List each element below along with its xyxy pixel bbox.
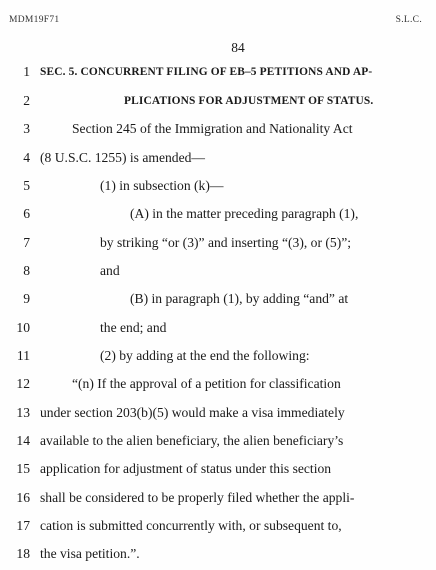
text-line-8 [0,261,436,281]
line-number: 8 [23,263,30,278]
text-line-16 [0,488,436,508]
line-number: 5 [23,178,30,193]
line-number: 1 [23,64,30,79]
document-id: MDM19F71 [9,15,60,25]
line-text: the end; and [100,320,167,335]
text-line-10 [0,318,436,338]
line-text: (2) by adding at the end the following: [100,348,310,363]
line-text: application for adjustment of status under this section [40,461,332,476]
line-number: 13 [16,405,30,420]
line-number: 11 [16,348,30,363]
section-heading-continued: PLICATIONS FOR ADJUSTMENT OF STATUS. [124,95,374,107]
line-number: 6 [23,206,30,221]
text-line-13 [0,403,436,423]
line-text: cation is submitted concurrently with, or subsequent to, [40,518,342,533]
line-number: 4 [23,150,30,165]
line-text: (1) in subsection (k)— [100,178,224,193]
line-text: “(n) If the approval of a petition for classification [72,376,341,391]
text-line-6 [0,204,436,224]
line-number: 17 [16,518,30,533]
text-line-2 [0,91,436,111]
line-number: 16 [16,490,30,505]
line-number: 7 [23,235,30,250]
slc-label: S.L.C. [395,15,422,25]
text-line-5 [0,176,436,196]
line-number: 3 [23,121,30,136]
text-line-3 [0,119,436,139]
line-text: the visa petition.”. [40,546,140,561]
text-line-15 [0,459,436,479]
line-text: (B) in paragraph (1), by adding “and” at [130,291,349,306]
section-heading: SEC. 5. CONCURRENT FILING OF EB–5 PETITIONS AND AP- [40,66,373,78]
text-line-9 [0,289,436,309]
line-text: shall be considered to be properly filed whether the appli- [40,490,355,505]
line-text: under section 203(b)(5) would make a visa immediately [40,405,345,420]
line-number: 2 [23,93,30,108]
line-text: by striking “or (3)” and inserting “(3), or (5)”; [100,235,352,250]
text-line-18 [0,544,436,564]
line-text: available to the alien beneficiary, the alien beneficiary’s [40,433,344,448]
line-number: 18 [16,546,30,561]
line-text: (8 U.S.C. 1255) is amended— [40,150,205,165]
line-number: 9 [23,291,30,306]
line-number: 10 [16,320,30,335]
line-number: 14 [16,433,30,448]
text-line-7 [0,233,436,253]
line-text: and [100,263,120,278]
line-number: 15 [16,461,30,476]
line-text: (A) in the matter preceding paragraph (1), [130,206,359,221]
text-line-4 [0,148,436,168]
text-line-17 [0,516,436,536]
text-line-12 [0,374,436,394]
line-text: Section 245 of the Immigration and Nationality Act [72,121,353,136]
text-line-14 [0,431,436,451]
text-line-1 [0,62,436,82]
page-number: 84 [231,40,245,55]
line-number: 12 [16,376,30,391]
text-line-11 [0,346,436,366]
